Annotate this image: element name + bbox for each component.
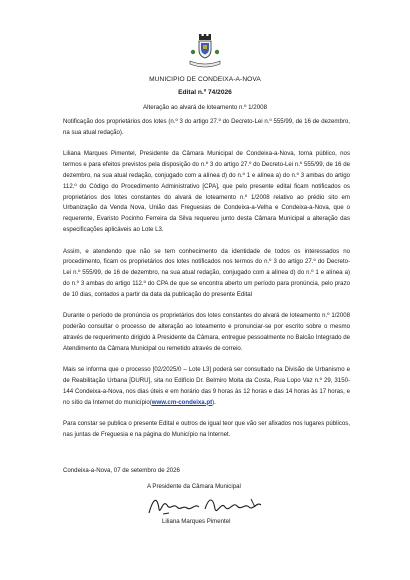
paragraph-announcement: Liliana Marques Pimentel, Presidente da Câmara Municipal de Condeixa-a-Nova, torna público, nos termos e para efeitos previstos pela disposição do n.º 3 do artigo 27.º do Decreto-Lei n.º 555/99, de 16 de dezembro, na sua atual redação, conjugado com a alínea d) do n.º 1 e alínea a) do n.º 3 ambas do artigo 112.º do Código do Procedimento Administrativo [CPA], que pelo presente edital ficam notificados os proprietários dos lotes constantes do alvará de loteamento n.º 1/2008 relativo ao prédio sito em Urbanização da Venda Nova, União das Freguesias de Condeixa-a-Velha e Condeixa-a-Nova, que o requerente, Evaristo Pocinho Ferreira da Silva requereu junto desta Câmara Municipal a alteração das especificações aplicáveis ao Lote L3.: [63, 150, 350, 233]
municipality-website-link[interactable]: www.cm-condeixa.pt: [151, 398, 213, 406]
municipal-crest-icon: [184, 34, 226, 68]
paragraph-process-info: [63, 365, 350, 408]
paragraph-notice-period: Assim, e atendendo que não se tem conhecimento da identidade de todos os interessados no procedimento, ficam os proprietários dos lotes notificados nos termos do n.º 3 do artigo 27.º do Decreto-Lei n.º 555/99, de 16 de dezembro, na sua atual redação, conjugado com a alínea d) do n.º 1 e alínea a) do n.º 3 ambas do artigo 112.º do CPA de que se encontra aberto um período para pronúncia, pelo prazo de 10 dias, contados a partir da data da publicação do presente Edital: [63, 247, 350, 298]
edital-body: [63, 117, 350, 452]
edital-number: Edital n.º 74/2026: [178, 89, 232, 96]
process-info-suffix: ).: [212, 398, 216, 406]
process-info-text: Mais se informa que o processo [02/2025/0 – Lote L3] poderá ser consultado na Divisão de Urbanismo e de Reabilitação Urbana [DURU], sita no Edifício Dr. Belmiro Moita da Costa, Rua Lopo Vaz n.º 29, 3150-144 Condeixa-a-Nova, nos dias úteis e em horário das 9 horas às 12 horas e das 14 horas às 17 horas, e no sítio da Internet do município(: [63, 366, 350, 406]
municipality-name: MUNICIPIO DE CONDEIXA-A-NOVA: [149, 76, 261, 83]
signatory-name: Liliana Marques Pimentel: [162, 518, 231, 525]
edital-subject: Alteração ao alvará de loteamento n.º 1/2008: [142, 104, 268, 111]
paragraph-consultation: Durante o período de pronúncia os proprietários dos lotes constantes do alvará de loteamento n.º 1/2008 poderão consultar o processo de alteração ao loteamento e pronunciar-se por escrito sobre o mesmo através de requerimento dirigido à Presidente da Câmara, entregue pessoalmente no Balcão Integrado de Atendimento da Câmara Municipal ou remetido através de correio.: [63, 312, 350, 352]
paragraph-notification: Notificação dos proprietários dos lotes (n.º 3 do artigo 27.º do Decreto-Lei n.º 555/99, de 16 de dezembro, na sua atual redação).: [63, 118, 350, 136]
edital-date: Condeixa-a-Nova, 07 de setembro de 2026: [63, 467, 180, 474]
signatory-role: A Presidente da Câmara Municipal: [147, 483, 241, 490]
paragraph-publication: Para constar se publica o presente Edital e outros de igual teor que vão ser afixados nos lugares públicos, nas juntas de Freguesia e na página do Município na Internet.: [63, 420, 350, 439]
